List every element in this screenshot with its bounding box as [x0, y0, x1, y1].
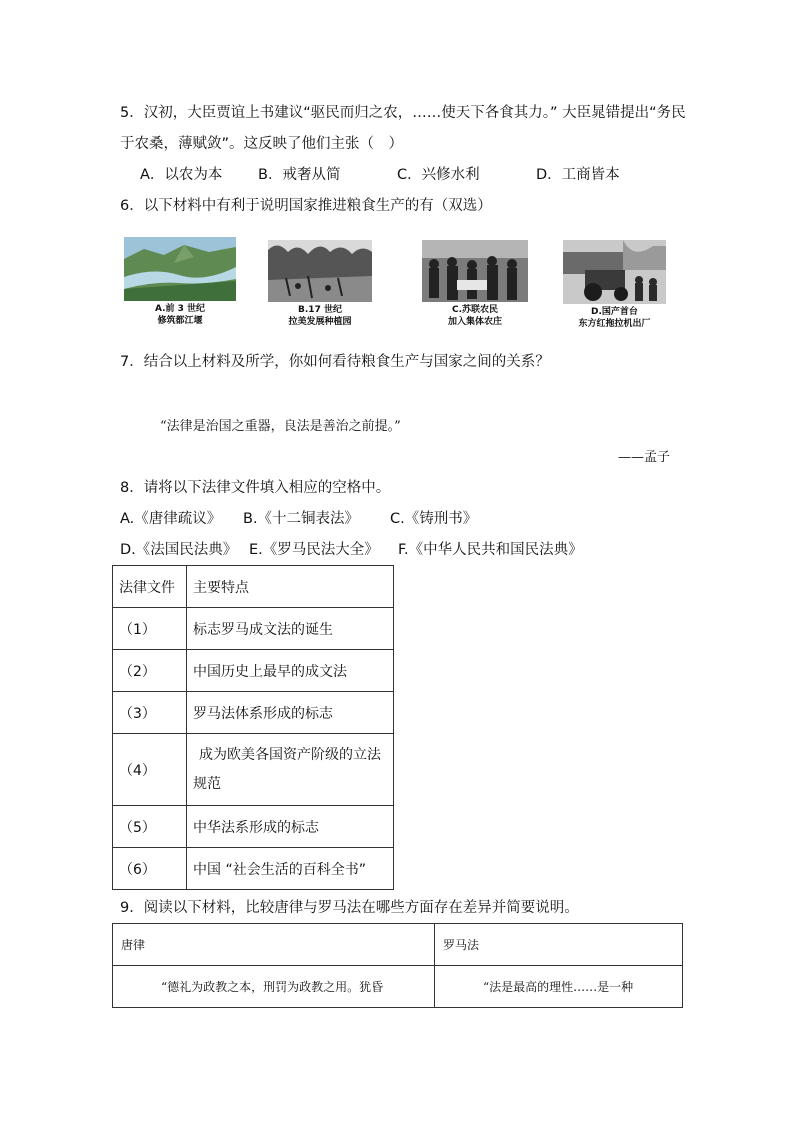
q5-stem-line1: 5．汉初，大臣贾谊上书建议“驱民而归之农，……使天下各食其力。” 大臣晁错提出“务民 [120, 105, 686, 121]
quote-source: ——孟子 [618, 450, 671, 465]
table-row [113, 966, 683, 1008]
figure-c [422, 240, 528, 328]
row-feature-line1: 成为欧美各国资产阶级的立法 [199, 746, 381, 763]
table-row [113, 692, 394, 734]
row-feature: 中华法系形成的标志 [187, 806, 394, 848]
row-feature: 中国 “社会生活的百科全书” [187, 848, 394, 890]
law-table-header [113, 566, 394, 608]
row-number: （5） [113, 806, 187, 848]
figure-b-caption-2: 拉美发展种植园 [288, 317, 352, 327]
q8-option-d: D.《法国民法典》 [120, 542, 238, 558]
q7-stem: 7．结合以上材料及所学，你如何看待粮食生产与国家之间的关系？ [120, 354, 550, 370]
figure-a [124, 237, 236, 327]
q8-option-c: C.《铸刑书》 [390, 511, 478, 527]
row-feature-line2: 规范 [193, 775, 221, 792]
row-number: （4） [113, 734, 187, 806]
q8-stem: 8．请将以下法律文件填入相应的空格中。 [120, 480, 391, 496]
tang-law-cell: “德礼为政教之本，刑罚为政教之用。犹昏 [113, 966, 435, 1008]
row-number: （3） [113, 692, 187, 734]
crowd-photo-icon [422, 240, 528, 302]
figure-d [563, 240, 666, 330]
q5-option-a: A．以农为本 [140, 167, 223, 183]
figure-b [268, 240, 372, 328]
figure-b-caption-1: B.17 世纪 [298, 305, 342, 315]
figure-a-caption-1: A.前 3 世纪 [154, 304, 206, 314]
plantation-engraving-icon [268, 240, 372, 302]
q5-option-b: B．戒奢从简 [258, 167, 341, 183]
q9-stem: 9．阅读以下材料，比较唐律与罗马法在哪些方面存在差异并简要说明。 [120, 900, 579, 916]
row-number: （1） [113, 608, 187, 650]
row-feature: 标志罗马成文法的诞生 [187, 608, 394, 650]
table-row [113, 650, 394, 692]
row-feature: 罗马法体系形成的标志 [187, 692, 394, 734]
row-number: （2） [113, 650, 187, 692]
comparison-table-header [113, 924, 683, 966]
table-row [113, 848, 394, 890]
table-row [113, 806, 394, 848]
figure-a-caption-2: 修筑都江堰 [157, 316, 203, 326]
q5-option-c: C．兴修水利 [397, 167, 480, 183]
figure-c-caption-2: 加入集体农庄 [447, 317, 502, 327]
q5-option-d: D．工商皆本 [536, 167, 620, 183]
header-roman-law: 罗马法 [435, 924, 683, 966]
q8-option-a: A.《唐律疏议》 [120, 511, 222, 527]
river-landscape-photo-icon [124, 237, 236, 301]
q8-option-e: E.《罗马民法大全》 [249, 542, 379, 558]
figure-c-caption-1: C.苏联农民 [451, 305, 499, 315]
row-feature [187, 734, 394, 806]
quote-text: “法律是治国之重器，良法是善治之前提。” [160, 419, 401, 434]
q8-option-b: B.《十二铜表法》 [243, 511, 360, 527]
row-feature: 中国历史上最早的成文法 [187, 650, 394, 692]
table-row [113, 608, 394, 650]
comparison-table [112, 923, 683, 1008]
law-table [112, 565, 394, 890]
table-row [113, 734, 394, 806]
row-number: （6） [113, 848, 187, 890]
q5-stem-line2: 于农桑，薄赋敛”。这反映了他们主张（ ） [120, 136, 404, 152]
q6-stem: 6．以下材料中有利于说明国家推进粮食生产的有（双选） [120, 198, 492, 214]
figure-d-caption-1: D.国产首台 [591, 307, 638, 317]
law-table-header-feature: 主要特点 [187, 566, 394, 608]
tractor-photo-icon [563, 240, 666, 304]
q8-option-f: F.《中华人民共和国民法典》 [398, 542, 583, 558]
roman-law-cell: “法是最高的理性……是一种 [435, 966, 683, 1008]
figure-d-caption-2: 东方红拖拉机出厂 [578, 319, 651, 329]
law-table-header-doc: 法律文件 [113, 566, 187, 608]
header-tang-law: 唐律 [113, 924, 435, 966]
